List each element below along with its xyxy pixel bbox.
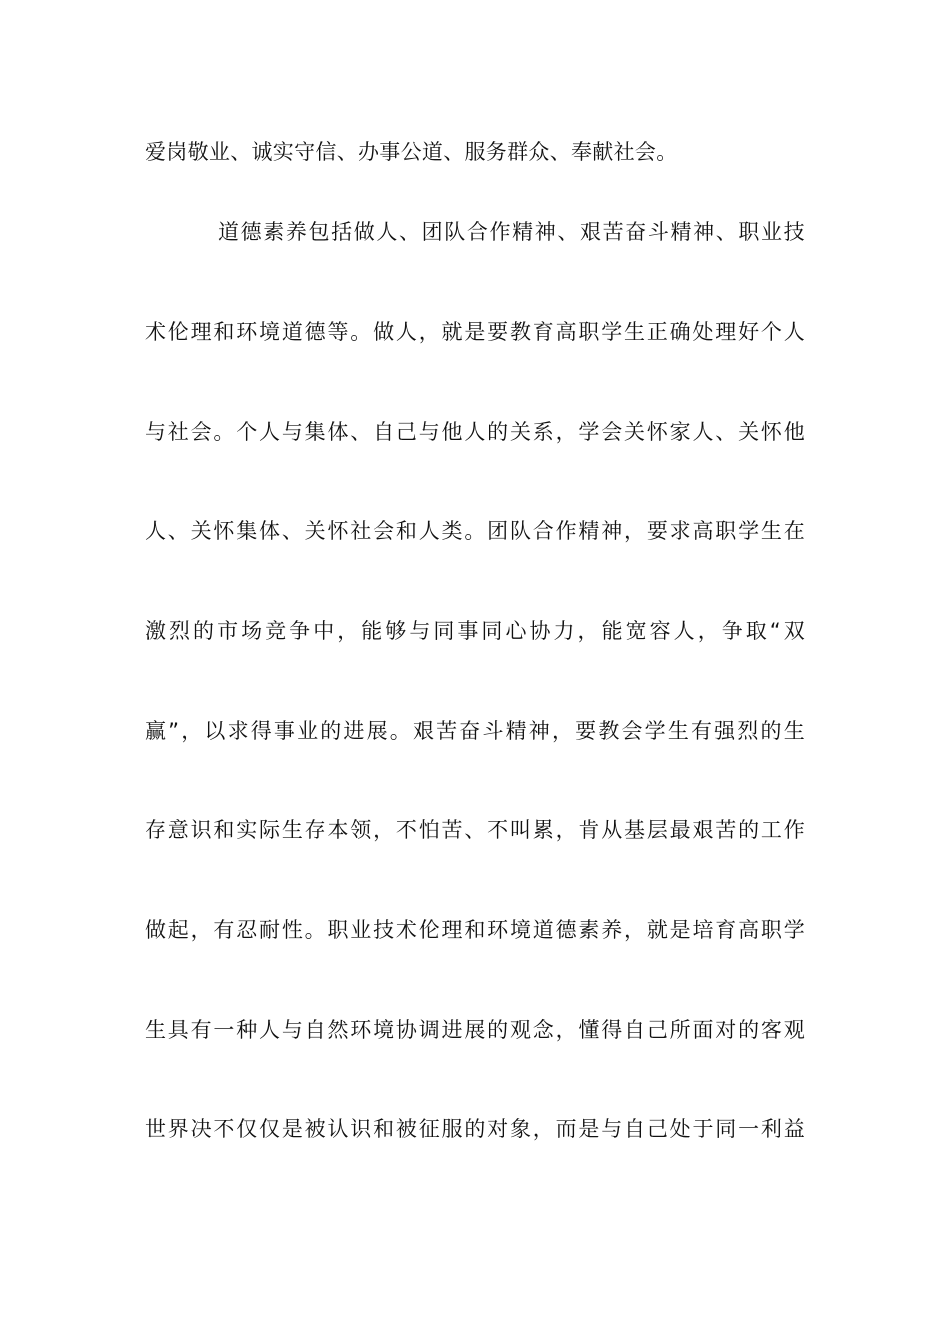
- paragraph-line-9: 做起，有忍耐性。职业技术伦理和环境道德素养，就是培育高职学: [145, 918, 805, 942]
- paragraph-line-6: 激烈的市场竞争中，能够与同事同心协力，能宽容人，争取“双: [145, 619, 805, 643]
- paragraph-line-2: 道德素养包括做人、团队合作精神、艰苦奋斗精神、职业技: [218, 220, 805, 244]
- paragraph-line-1: 爱岗敬业、诚实守信、办事公道、服务群众、奉献社会。: [145, 140, 678, 164]
- paragraph-line-5: 人、关怀集体、关怀社会和人类。团队合作精神，要求高职学生在: [145, 519, 805, 543]
- paragraph-line-11: 世界决不仅仅是被认识和被征服的对象，而是与自己处于同一利益: [145, 1117, 805, 1141]
- paragraph-line-3: 术伦理和环境道德等。做人，就是要教育高职学生正确处理好个人: [145, 320, 805, 344]
- paragraph-line-4: 与社会。个人与集体、自己与他人的关系，学会关怀家人、关怀他: [145, 420, 805, 444]
- paragraph-line-7: 赢”，以求得事业的进展。艰苦奋斗精神，要教会学生有强烈的生: [145, 719, 805, 743]
- paragraph-line-8: 存意识和实际生存本领，不怕苦、不叫累，肯从基层最艰苦的工作: [145, 818, 805, 842]
- paragraph-line-10: 生具有一种人与自然环境协调进展的观念，懂得自己所面对的客观: [145, 1018, 805, 1042]
